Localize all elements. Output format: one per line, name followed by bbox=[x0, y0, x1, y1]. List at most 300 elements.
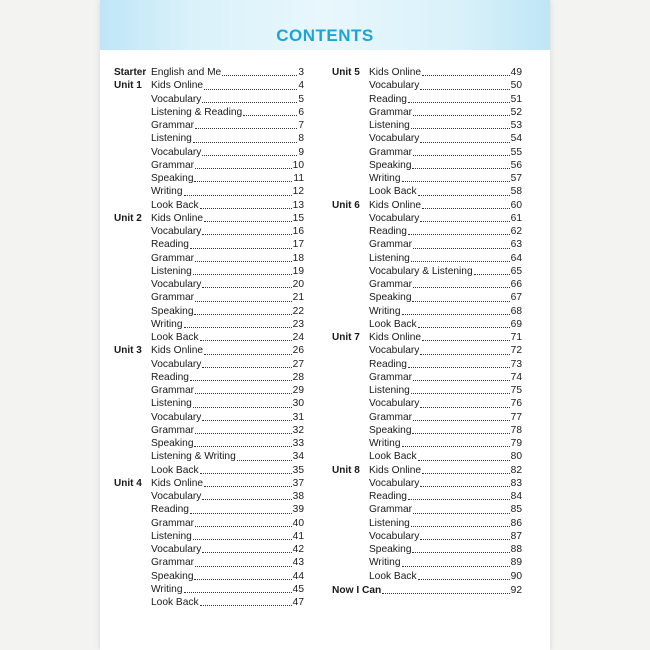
dot-leader bbox=[222, 66, 297, 76]
entry-title: Speaking bbox=[369, 544, 412, 555]
unit-label: Unit 5 bbox=[332, 67, 360, 78]
entry-title: Kids Online bbox=[151, 212, 204, 224]
contents-entry bbox=[151, 265, 304, 278]
entry-title: English and Me bbox=[151, 67, 222, 78]
dot-leader bbox=[412, 424, 509, 434]
page-number: 37 bbox=[292, 477, 304, 489]
page-number: 35 bbox=[292, 464, 304, 476]
dot-leader bbox=[194, 172, 292, 182]
contents-row bbox=[332, 79, 522, 92]
unit-label: Unit 2 bbox=[114, 212, 142, 224]
contents-entry bbox=[151, 159, 304, 172]
contents-entry bbox=[369, 358, 522, 371]
dot-leader bbox=[402, 556, 510, 566]
contents-row bbox=[114, 424, 304, 437]
page-number: 77 bbox=[510, 411, 522, 423]
contents-entry bbox=[369, 450, 522, 463]
entry-title: Vocabulary bbox=[151, 544, 202, 555]
contents-column-left bbox=[114, 66, 304, 609]
page-number: 54 bbox=[510, 133, 522, 145]
dot-leader bbox=[202, 146, 297, 156]
dot-leader bbox=[420, 132, 509, 142]
entry-title: Listening & Reading bbox=[151, 106, 243, 118]
contents-entry bbox=[151, 490, 304, 503]
dot-leader bbox=[243, 106, 297, 116]
entry-title: Writing bbox=[369, 438, 401, 449]
contents-row bbox=[332, 252, 522, 265]
entry-title: Look Back bbox=[369, 570, 417, 582]
contents-entry bbox=[369, 278, 522, 291]
contents-entry bbox=[369, 252, 522, 265]
dot-leader bbox=[195, 119, 297, 129]
contents-entry bbox=[151, 132, 304, 145]
contents-entry bbox=[151, 93, 304, 106]
contents-entry bbox=[151, 238, 304, 251]
page-number: 67 bbox=[510, 292, 522, 304]
dot-leader bbox=[202, 225, 291, 235]
contents-entry bbox=[369, 238, 522, 251]
dot-leader bbox=[408, 93, 510, 103]
dot-leader bbox=[408, 225, 510, 235]
dot-leader bbox=[195, 159, 292, 169]
page-number: 3 bbox=[298, 67, 304, 78]
contents-entry bbox=[369, 543, 522, 556]
dot-leader bbox=[413, 238, 510, 248]
dot-leader bbox=[184, 185, 292, 195]
contents-entry bbox=[151, 503, 304, 516]
contents-row bbox=[114, 238, 304, 251]
dot-leader bbox=[413, 411, 510, 421]
contents-row bbox=[332, 397, 522, 410]
contents-entry bbox=[369, 411, 522, 424]
entry-title: Listening bbox=[369, 120, 410, 131]
contents-entry bbox=[151, 172, 304, 185]
contents-row bbox=[332, 185, 522, 198]
contents-entry bbox=[151, 199, 304, 212]
contents-column-right bbox=[332, 66, 522, 597]
page-number: 76 bbox=[510, 398, 522, 410]
unit-label: Unit 6 bbox=[332, 199, 360, 211]
dot-leader bbox=[193, 397, 292, 407]
entry-title: Listening bbox=[369, 252, 410, 264]
page-number: 58 bbox=[510, 186, 522, 198]
dot-leader bbox=[184, 318, 292, 328]
page-number: 32 bbox=[292, 424, 304, 436]
contents-entry bbox=[369, 477, 522, 490]
dot-leader bbox=[202, 411, 291, 421]
contents-row bbox=[114, 517, 304, 530]
contents-row bbox=[114, 397, 304, 410]
entry-title: Reading bbox=[369, 491, 407, 502]
entry-title: Writing bbox=[369, 173, 401, 184]
contents-entry bbox=[369, 265, 522, 278]
contents-row bbox=[332, 517, 522, 530]
entry-title: Grammar bbox=[151, 292, 195, 304]
page-number: 38 bbox=[292, 491, 304, 502]
entry-title: Look Back bbox=[151, 464, 199, 476]
dot-leader bbox=[413, 146, 510, 156]
entry-title: Writing bbox=[151, 583, 183, 595]
dot-leader bbox=[411, 119, 510, 129]
page-number: 71 bbox=[510, 332, 522, 343]
page-number: 27 bbox=[292, 358, 304, 370]
page-number: 55 bbox=[510, 146, 522, 158]
dot-leader bbox=[402, 172, 510, 182]
page-number: 10 bbox=[292, 159, 304, 171]
contents-entry bbox=[369, 119, 522, 132]
entry-title: Vocabulary bbox=[151, 226, 202, 237]
entry-title: Vocabulary bbox=[151, 358, 202, 370]
contents-row bbox=[114, 212, 304, 225]
contents-entry bbox=[151, 358, 304, 371]
dot-leader bbox=[413, 371, 510, 381]
dot-leader bbox=[200, 199, 292, 209]
contents-row bbox=[114, 543, 304, 556]
contents-row bbox=[114, 278, 304, 291]
contents-row bbox=[114, 305, 304, 318]
page-number: 47 bbox=[292, 597, 304, 608]
contents-entry bbox=[151, 106, 304, 119]
contents-row bbox=[332, 570, 522, 583]
dot-leader bbox=[195, 252, 292, 262]
entry-title: Speaking bbox=[151, 570, 194, 582]
contents-row bbox=[332, 172, 522, 185]
contents-row bbox=[332, 384, 522, 397]
dot-leader bbox=[190, 503, 292, 513]
contents-row bbox=[332, 199, 522, 212]
entry-title: Listening bbox=[151, 265, 192, 277]
page-number: 7 bbox=[298, 120, 304, 131]
dot-leader bbox=[420, 79, 509, 89]
page-number: 26 bbox=[292, 345, 304, 357]
contents-row bbox=[114, 384, 304, 397]
book-page bbox=[100, 0, 550, 650]
entry-title: Vocabulary bbox=[369, 530, 420, 542]
entry-title: Grammar bbox=[151, 517, 195, 529]
entry-title: Reading bbox=[151, 504, 189, 516]
contents-entry bbox=[151, 570, 304, 583]
unit-label: Unit 4 bbox=[114, 477, 142, 489]
contents-row bbox=[332, 450, 522, 463]
page-number: 39 bbox=[292, 504, 304, 516]
entry-title: Vocabulary bbox=[151, 279, 202, 290]
dot-leader bbox=[420, 212, 509, 222]
contents-entry bbox=[151, 464, 304, 477]
contents-entry bbox=[151, 371, 304, 384]
contents-entry bbox=[151, 477, 304, 490]
contents-row bbox=[114, 411, 304, 424]
page-number: 66 bbox=[510, 279, 522, 290]
entry-title: Speaking bbox=[151, 305, 194, 317]
entry-title: Kids Online bbox=[369, 199, 422, 211]
dot-leader bbox=[418, 570, 510, 580]
contents-entry bbox=[369, 93, 522, 106]
page-number: 89 bbox=[510, 557, 522, 569]
contents-entry bbox=[151, 411, 304, 424]
unit-label: Starter bbox=[114, 67, 147, 78]
contents-entry bbox=[369, 490, 522, 503]
page-number: 56 bbox=[510, 159, 522, 171]
dot-leader bbox=[420, 530, 509, 540]
entry-title: Vocabulary bbox=[369, 398, 420, 410]
entry-title: Listening bbox=[369, 517, 410, 529]
contents-row bbox=[114, 331, 304, 344]
dot-leader bbox=[420, 477, 509, 487]
entry-title: Listening & Writing bbox=[151, 451, 236, 463]
entry-title: Grammar bbox=[369, 279, 413, 290]
entry-title: Writing bbox=[151, 318, 183, 330]
page-number: 42 bbox=[292, 544, 304, 555]
entry-title: Vocabulary bbox=[369, 212, 420, 224]
contents-row bbox=[114, 596, 304, 609]
dot-leader bbox=[402, 305, 510, 315]
page-number: 49 bbox=[510, 67, 522, 78]
dot-leader bbox=[204, 212, 292, 222]
contents-row bbox=[332, 212, 522, 225]
page-title: CONTENTS bbox=[276, 26, 374, 45]
contents-entry bbox=[151, 225, 304, 238]
dot-leader bbox=[202, 358, 291, 368]
contents-entry bbox=[369, 225, 522, 238]
dot-leader bbox=[408, 358, 510, 368]
dot-leader bbox=[402, 437, 510, 447]
dot-leader bbox=[202, 490, 291, 500]
contents-row bbox=[332, 318, 522, 331]
entry-title: Kids Online bbox=[369, 332, 422, 343]
entry-title: Writing bbox=[369, 305, 401, 317]
page-number: 68 bbox=[510, 305, 522, 317]
contents-entry bbox=[151, 437, 304, 450]
contents-row bbox=[332, 132, 522, 145]
page-number: 87 bbox=[510, 530, 522, 542]
page-number: 13 bbox=[292, 199, 304, 211]
contents-row bbox=[114, 185, 304, 198]
dot-leader bbox=[190, 371, 292, 381]
entry-title: Kids Online bbox=[151, 345, 204, 357]
contents-entry bbox=[151, 146, 304, 159]
page-number: 41 bbox=[292, 530, 304, 542]
contents-entry bbox=[151, 530, 304, 543]
entry-title: Speaking bbox=[151, 438, 194, 449]
contents-entry bbox=[369, 570, 522, 583]
contents-row bbox=[114, 437, 304, 450]
page-number: 62 bbox=[510, 226, 522, 237]
contents-entry bbox=[151, 66, 304, 79]
contents-row bbox=[114, 132, 304, 145]
contents-row bbox=[332, 159, 522, 172]
contents-row bbox=[332, 358, 522, 371]
contents-entry bbox=[369, 464, 522, 477]
page-number: 6 bbox=[298, 106, 304, 118]
entry-title: Writing bbox=[369, 557, 401, 569]
dot-leader bbox=[193, 530, 292, 540]
dot-leader bbox=[195, 424, 292, 434]
contents-entry bbox=[369, 291, 522, 304]
contents-row bbox=[332, 331, 522, 344]
page-number: 4 bbox=[298, 80, 304, 92]
contents-entry bbox=[151, 556, 304, 569]
dot-leader bbox=[422, 464, 510, 474]
entry-title: Reading bbox=[151, 239, 189, 251]
contents-row bbox=[114, 530, 304, 543]
contents-row bbox=[332, 225, 522, 238]
page-number: 57 bbox=[510, 173, 522, 184]
entry-title: Listening bbox=[369, 385, 410, 396]
contents-entry bbox=[151, 252, 304, 265]
contents-row bbox=[114, 79, 304, 92]
contents-row bbox=[114, 172, 304, 185]
page-number: 52 bbox=[510, 106, 522, 118]
contents-entry bbox=[369, 556, 522, 569]
page-number: 88 bbox=[510, 544, 522, 555]
page-number: 86 bbox=[510, 517, 522, 529]
entry-title: Grammar bbox=[151, 120, 195, 131]
page-number: 17 bbox=[292, 239, 304, 251]
entry-title: Grammar bbox=[369, 371, 413, 383]
contents-entry bbox=[151, 517, 304, 530]
contents-entry bbox=[151, 583, 304, 596]
dot-leader bbox=[195, 556, 292, 566]
contents-row bbox=[114, 265, 304, 278]
contents-row bbox=[332, 437, 522, 450]
contents-row bbox=[332, 543, 522, 556]
page-number: 31 bbox=[292, 411, 304, 423]
contents-entry bbox=[151, 119, 304, 132]
contents-row bbox=[114, 318, 304, 331]
contents-row bbox=[332, 119, 522, 132]
contents-row bbox=[332, 411, 522, 424]
contents-entry bbox=[369, 305, 522, 318]
page-number: 30 bbox=[292, 398, 304, 410]
entry-title: Listening bbox=[151, 398, 192, 410]
page-number: 23 bbox=[292, 318, 304, 330]
contents-entry bbox=[369, 172, 522, 185]
dot-leader bbox=[195, 384, 292, 394]
dot-leader bbox=[202, 543, 291, 553]
entry-title: Kids Online bbox=[369, 464, 422, 476]
unit-label: Unit 8 bbox=[332, 464, 360, 476]
contents-entry bbox=[151, 397, 304, 410]
contents-row bbox=[114, 490, 304, 503]
contents-row bbox=[332, 291, 522, 304]
entry-title: Listening bbox=[151, 133, 192, 145]
now-i-can-entry bbox=[332, 584, 522, 597]
dot-leader bbox=[194, 305, 291, 315]
contents-entry bbox=[369, 384, 522, 397]
page-number: 72 bbox=[510, 345, 522, 357]
contents-row bbox=[332, 371, 522, 384]
dot-leader bbox=[422, 66, 510, 76]
now-i-can-row bbox=[332, 584, 522, 597]
contents-entry bbox=[151, 344, 304, 357]
contents-entry bbox=[369, 132, 522, 145]
contents-row bbox=[114, 358, 304, 371]
contents-row bbox=[332, 265, 522, 278]
dot-leader bbox=[413, 278, 510, 288]
dot-leader bbox=[422, 199, 510, 209]
page-number: 61 bbox=[510, 212, 522, 224]
contents-entry bbox=[151, 79, 304, 92]
page-number: 78 bbox=[510, 424, 522, 436]
contents-entry bbox=[369, 159, 522, 172]
page-number: 64 bbox=[510, 252, 522, 264]
page-number: 28 bbox=[292, 371, 304, 383]
entry-title: Grammar bbox=[369, 146, 413, 158]
page-number: 24 bbox=[292, 332, 304, 343]
dot-leader bbox=[412, 291, 509, 301]
entry-title: Vocabulary bbox=[369, 133, 420, 145]
contents-row bbox=[332, 503, 522, 516]
entry-title: Look Back bbox=[369, 318, 417, 330]
contents-row bbox=[332, 305, 522, 318]
contents-row bbox=[332, 477, 522, 490]
entry-title: Look Back bbox=[151, 597, 199, 608]
page-number: 73 bbox=[510, 358, 522, 370]
contents-entry bbox=[369, 503, 522, 516]
dot-leader bbox=[200, 331, 292, 341]
contents-row bbox=[114, 450, 304, 463]
entry-title: Grammar bbox=[369, 106, 413, 118]
entry-title: Speaking bbox=[151, 173, 194, 184]
dot-leader bbox=[382, 584, 509, 594]
page-number: 5 bbox=[298, 93, 304, 105]
page-number: 40 bbox=[292, 517, 304, 529]
entry-title: Grammar bbox=[151, 159, 195, 171]
contents-entry bbox=[369, 199, 522, 212]
entry-title: Vocabulary bbox=[369, 80, 420, 92]
dot-leader bbox=[420, 344, 509, 354]
contents-entry bbox=[151, 212, 304, 225]
entry-title: Reading bbox=[369, 226, 407, 237]
dot-leader bbox=[413, 503, 510, 513]
contents-entry bbox=[151, 318, 304, 331]
entry-title: Reading bbox=[369, 358, 407, 370]
page-number: 51 bbox=[510, 93, 522, 105]
page-number: 65 bbox=[510, 265, 522, 277]
unit-label: Unit 1 bbox=[114, 80, 142, 92]
dot-leader bbox=[411, 517, 510, 527]
contents-entry bbox=[369, 106, 522, 119]
page-number: 19 bbox=[292, 265, 304, 277]
page-number: 83 bbox=[510, 477, 522, 489]
entry-title: Vocabulary bbox=[369, 345, 420, 357]
contents-row bbox=[114, 344, 304, 357]
dot-leader bbox=[411, 252, 510, 262]
entry-title: Grammar bbox=[369, 411, 413, 423]
entry-title: Grammar bbox=[369, 504, 413, 516]
header-banner bbox=[100, 0, 550, 50]
page-number: 34 bbox=[292, 451, 304, 463]
contents-row bbox=[114, 583, 304, 596]
page-number: 33 bbox=[292, 438, 304, 449]
contents-row bbox=[332, 464, 522, 477]
dot-leader bbox=[422, 331, 510, 341]
contents-entry bbox=[151, 278, 304, 291]
dot-leader bbox=[412, 543, 509, 553]
dot-leader bbox=[200, 464, 292, 474]
dot-leader bbox=[195, 517, 292, 527]
contents-row bbox=[332, 490, 522, 503]
entry-title: Vocabulary bbox=[151, 93, 202, 105]
page-number: 80 bbox=[510, 451, 522, 463]
page-number: 45 bbox=[292, 583, 304, 595]
page-number: 90 bbox=[510, 570, 522, 582]
unit-label: Unit 7 bbox=[332, 332, 360, 343]
entry-title: Vocabulary bbox=[151, 411, 202, 423]
entry-title: Speaking bbox=[369, 424, 412, 436]
dot-leader bbox=[194, 437, 291, 447]
contents-row bbox=[114, 252, 304, 265]
